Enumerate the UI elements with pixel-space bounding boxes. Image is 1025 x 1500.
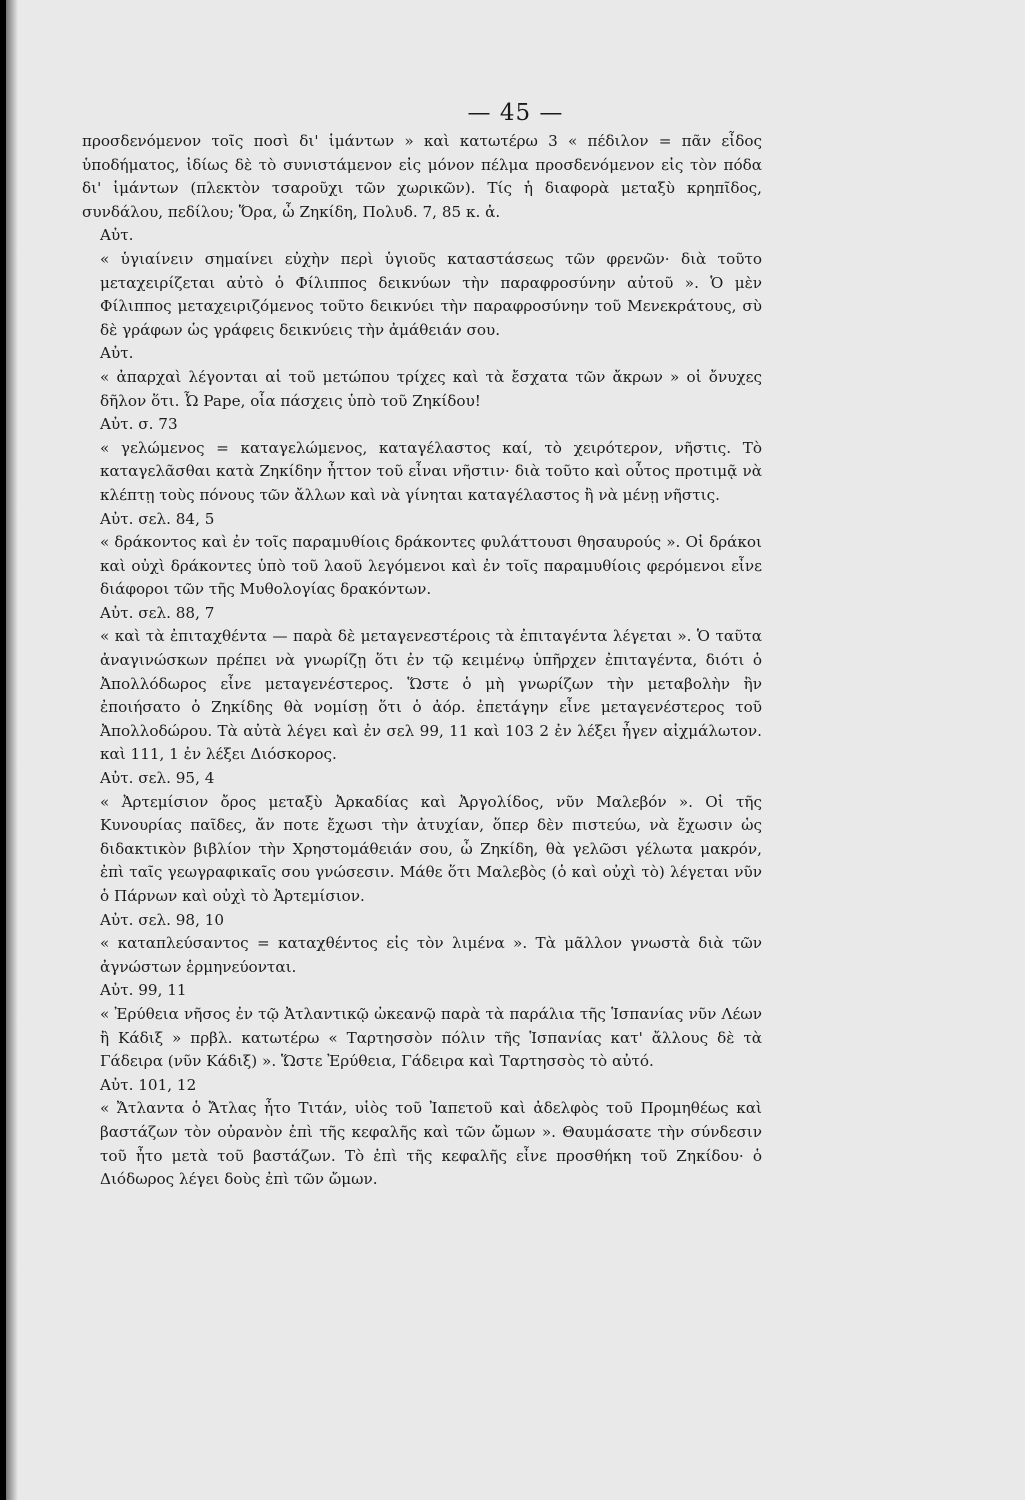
paragraph: « καὶ τὰ ἐπιταχθέντα — παρὰ δὲ μεταγενεστέροις τὰ ἐπιταγέντα λέγεται ». Ὁ ταῦτα ἀναγινώσκων πρέπει νὰ γνωρίζῃ ὅτι ἐν τῷ κειμένῳ ὑπῆρχεν ἐπιταγέντα, διότι ὁ Ἀπολλόδωρος εἶνε μεταγενέστερος. Ὥστε ὁ μὴ γνωρίζων τὴν μεταβολὴν ἣν ἐποιήσατο ὁ Ζηκίδης θὰ νομίσῃ ὅτι ὁ ἀόρ. ἐπετάγην εἶνε μεταγενέστερος τοῦ Ἀπολλοδώρου. Τὰ αὐτὰ λέγει καὶ ἐν σελ 99, 11 καὶ 103 2 ἐν λέξει ἦγεν αἰχμάλωτον. καὶ 111, 1 ἐν λέξει Διόσκορος. bbox=[100, 627, 762, 764]
reference-line: Αὐτ. σελ. 84, 5 bbox=[100, 509, 215, 528]
reference-line: Αὐτ. bbox=[100, 226, 134, 245]
paragraph: « Ἐρύθεια νῆσος ἐν τῷ Ἀτλαντικῷ ὠκεανῷ παρὰ τὰ παράλια τῆς Ἱσπανίας νῦν Λέων ἢ Κάδιξ » πρβλ. κατωτέρω « Ταρτησσὸν πόλιν τῆς Ἱσπανίας κατ' ἄλλους δὲ τὰ Γάδειρα (νῦν Κάδιξ) ». Ὥστε Ἐρύθεια, Γάδειρα καὶ Ταρτησσὸς τὸ αὐτό. bbox=[100, 1004, 762, 1071]
page-number: — 45 — bbox=[467, 100, 564, 126]
paragraph: « ὑγιαίνειν σημαίνει εὐχὴν περὶ ὑγιοῦς καταστάσεως τῶν φρενῶν· διὰ τοῦτο μεταχειρίζεται αὐτὸ ὁ Φίλιππος δεικνύων τὴν παραφροσύνην αὐτοῦ ». Ὁ μὲν Φίλιππος μεταχειριζόμενος τοῦτο δεικνύει τὴν παραφροσύνην τοῦ Μενεκράτους, σὺ δὲ γράφων ὡς γράφεις δεικνύεις τὴν ἀμάθειάν σου. bbox=[100, 249, 762, 339]
paragraph: προσδενόμενον τοῖς ποσὶ δι' ἱμάντων » καὶ κατωτέρω 3 « πέδιλον = πᾶν εἶδος ὑποδήματος, ἰδίως δὲ τὸ συνιστάμενον εἰς μόνον πέλμα προσδενόμενον εἰς τὸν πόδα δι' ἱμάντων (πλεκτὸν τσαροῦχι τῶν χωρικῶν). Τίς ἡ διαφορὰ μεταξὺ κρηπῖδος, συνδάλου, πεδίλου; Ὅρα, ὦ Ζηκίδη, Πολυδ. 7, 85 κ. ἀ. bbox=[82, 132, 762, 221]
scanned-page bbox=[6, 0, 1025, 1500]
reference-line: Αὐτ. σ. 73 bbox=[100, 415, 178, 434]
reference-line: Αὐτ. 99, 11 bbox=[100, 981, 187, 1000]
scan-edge-shadow bbox=[6, 0, 18, 1500]
reference-line: Αὐτ. σελ. 95, 4 bbox=[100, 769, 215, 788]
reference-line: Αὐτ. σελ. 98, 10 bbox=[100, 910, 225, 929]
paragraph: « δράκοντος καὶ ἐν τοῖς παραμυθίοις δράκοντες φυλάττουσι θησαυρούς ». Οἱ δράκοι καὶ οὐχὶ δράκοντες ὑπὸ τοῦ λαοῦ λεγόμενοι καὶ ἐν τοῖς παραμυθίοις φερόμενοι εἶνε διάφοροι τῶν τῆς Μυθολογίας δρακόντων. bbox=[100, 533, 762, 599]
paragraph: « Ἀρτεμίσιον ὄρος μεταξὺ Ἀρκαδίας καὶ Ἀργολίδος, νῦν Μαλεβόν ». Οἱ τῆς Κυνουρίας παῖδες, ἄν ποτε ἔχωσι τὴν ἀτυχίαν, ὅπερ δὲν πιστεύω, νὰ ἔχωσιν ὡς διδακτικὸν βιβλίον τὴν Χρηστομάθειάν σου, ὦ Ζηκίδη, θὰ γελῶσι γέλωτα μακρόν, ἐπὶ ταῖς γεωγραφικαῖς σου γνώσεσιν. Μάθε ὅτι Μαλεβὸς (ὁ καὶ οὐχὶ τὸ) λέγεται νῦν ὁ Πάρνων καὶ οὐχὶ τὸ Ἀρτεμίσιον. bbox=[100, 792, 762, 905]
reference-line: Αὐτ. bbox=[100, 344, 134, 363]
paragraph: « καταπλεύσαντος = καταχθέντος εἰς τὸν λιμένα ». Τὰ μᾶλλον γνωστὰ διὰ τῶν ἀγνώστων ἑρμηνεύονται. bbox=[100, 934, 762, 976]
paragraph: « γελώμενος = καταγελώμενος, καταγέλαστος καί, τὸ χειρότερον, νῆστις. Τὸ καταγελᾶσθαι κατὰ Ζηκίδην ἧττον τοῦ εἶναι νῆστιν· διὰ τοῦτο καὶ οὗτος προτιμᾷ νὰ κλέπτῃ τοὺς πόνους τῶν ἄλλων καὶ νὰ γίνηται καταγέλαστος ἢ νὰ μένῃ νῆστις. bbox=[100, 438, 762, 504]
reference-line: Αὐτ. σελ. 88, 7 bbox=[100, 603, 215, 622]
page-body bbox=[82, 130, 762, 1192]
reference-line: Αὐτ. 101, 12 bbox=[100, 1075, 197, 1094]
paragraph: « ἀπαρχαὶ λέγονται αἱ τοῦ μετώπου τρίχες καὶ τὰ ἔσχατα τῶν ἄκρων » οἱ ὄνυχες δῆλον ὅτι. Ὦ Pape, οἷα πάσχεις ὑπὸ τοῦ Ζηκίδου! bbox=[100, 367, 762, 410]
paragraph: « Ἄτλαντα ὁ Ἄτλας ἦτο Τιτάν, υἱὸς τοῦ Ἰαπετοῦ καὶ ἀδελφὸς τοῦ Προμηθέως καὶ βαστάζων τὸν οὐρανὸν ἐπὶ τῆς κεφαλῆς καὶ τῶν ὤμων ». Θαυμάσατε τὴν σύνδεσιν τοῦ ἦτο μετὰ τοῦ βαστάζων. Τὸ ἐπὶ τῆς κεφαλῆς εἶνε προσθήκη τοῦ Ζηκίδου· ὁ Διόδωρος λέγει δοὺς ἐπὶ τῶν ὤμων. bbox=[100, 1099, 762, 1189]
